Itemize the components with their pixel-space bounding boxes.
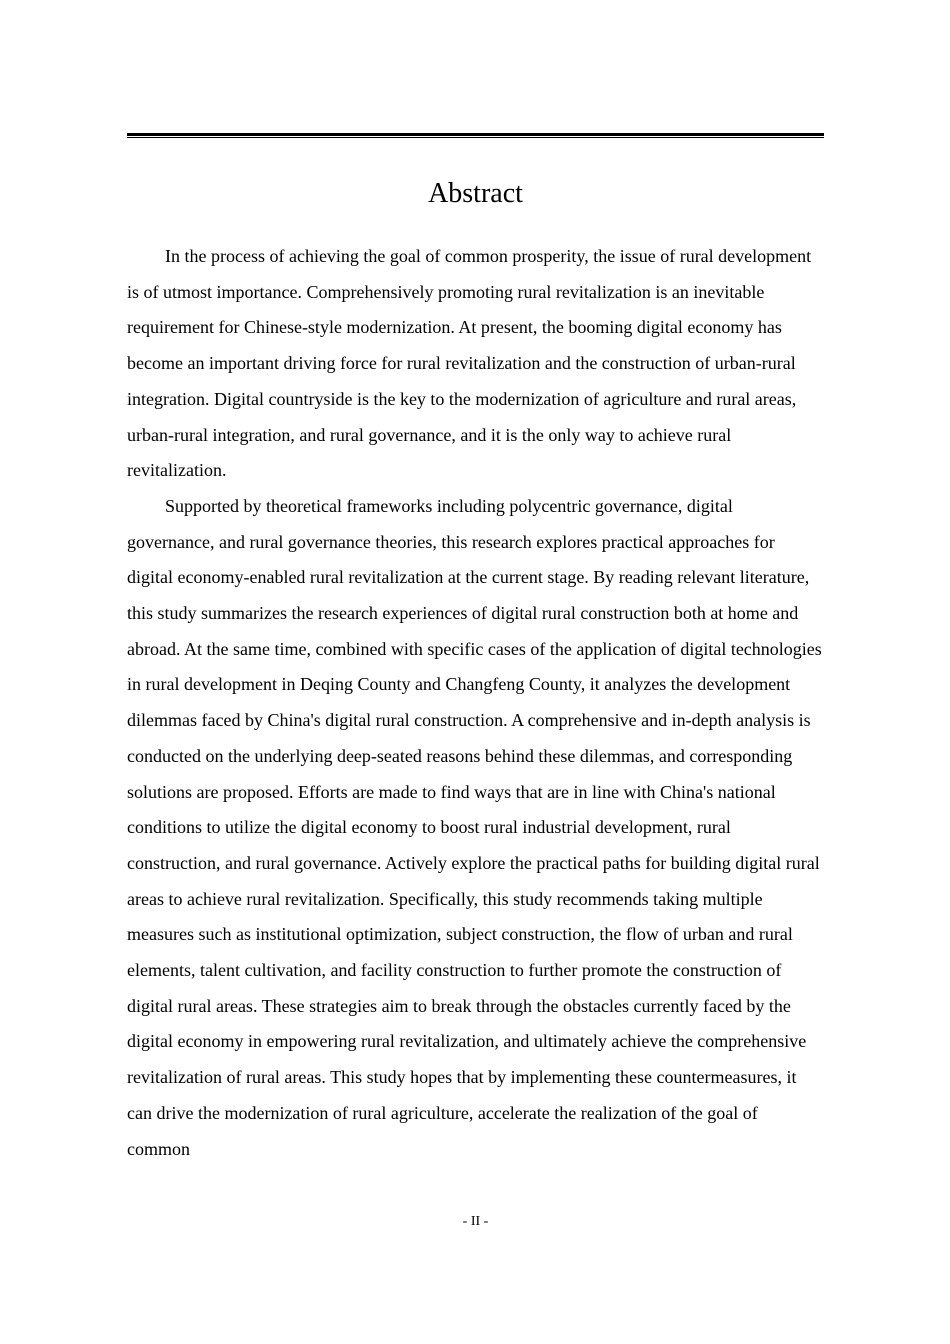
header-rule-thick bbox=[127, 133, 824, 136]
abstract-body bbox=[127, 239, 824, 1167]
page-number: - II - bbox=[462, 1214, 489, 1229]
page-title: Abstract bbox=[428, 178, 523, 209]
header-rule-thin bbox=[127, 137, 824, 138]
abstract-paragraph-1: In the process of achieving the goal of common prosperity, the issue of rural development is of utmost importance. Comprehensively promoting rural revitalization is an inevitable requirement for Chinese-style modernization. At present, the booming digital economy has become an important driving force for rural revitalization and the construction of urban-rural integration. Digital countryside is the key to the modernization of agriculture and rural areas, urban-rural integration, and rural governance, and it is the only way to achieve rural revitalization. bbox=[127, 246, 812, 481]
abstract-paragraph-2: Supported by theoretical frameworks including polycentric governance, digital governance, and rural governance theories, this research explores practical approaches for digital economy-enabled rural revitalization at the current stage. By reading relevant literature, this study summarizes the research experiences of digital rural construction both at home and abroad. At the same time, combined with specific cases of the application of digital technologies in rural development in Deqing County and Changfeng County, it analyzes the development dilemmas faced by China's digital rural construction. A comprehensive and in-depth analysis is conducted on the underlying deep-seated reasons behind these dilemmas, and corresponding solutions are proposed. Efforts are made to find ways that are in line with China's national conditions to utilize the digital economy to boost rural industrial development, rural construction, and rural governance. Actively explore the practical paths for building digital rural areas to achieve rural revitalization. Specifically, this study recommends taking multiple measures such as institutional optimization, subject construction, the flow of urban and rural elements, talent cultivation, and facility construction to further promote the construction of digital rural areas. These strategies aim to break through the obstacles currently faced by the digital economy in empowering rural revitalization, and ultimately achieve the comprehensive revitalization of rural areas. This study hopes that by implementing these countermeasures, it can drive the modernization of rural agriculture, accelerate the realization of the goal of common bbox=[127, 495, 822, 1159]
